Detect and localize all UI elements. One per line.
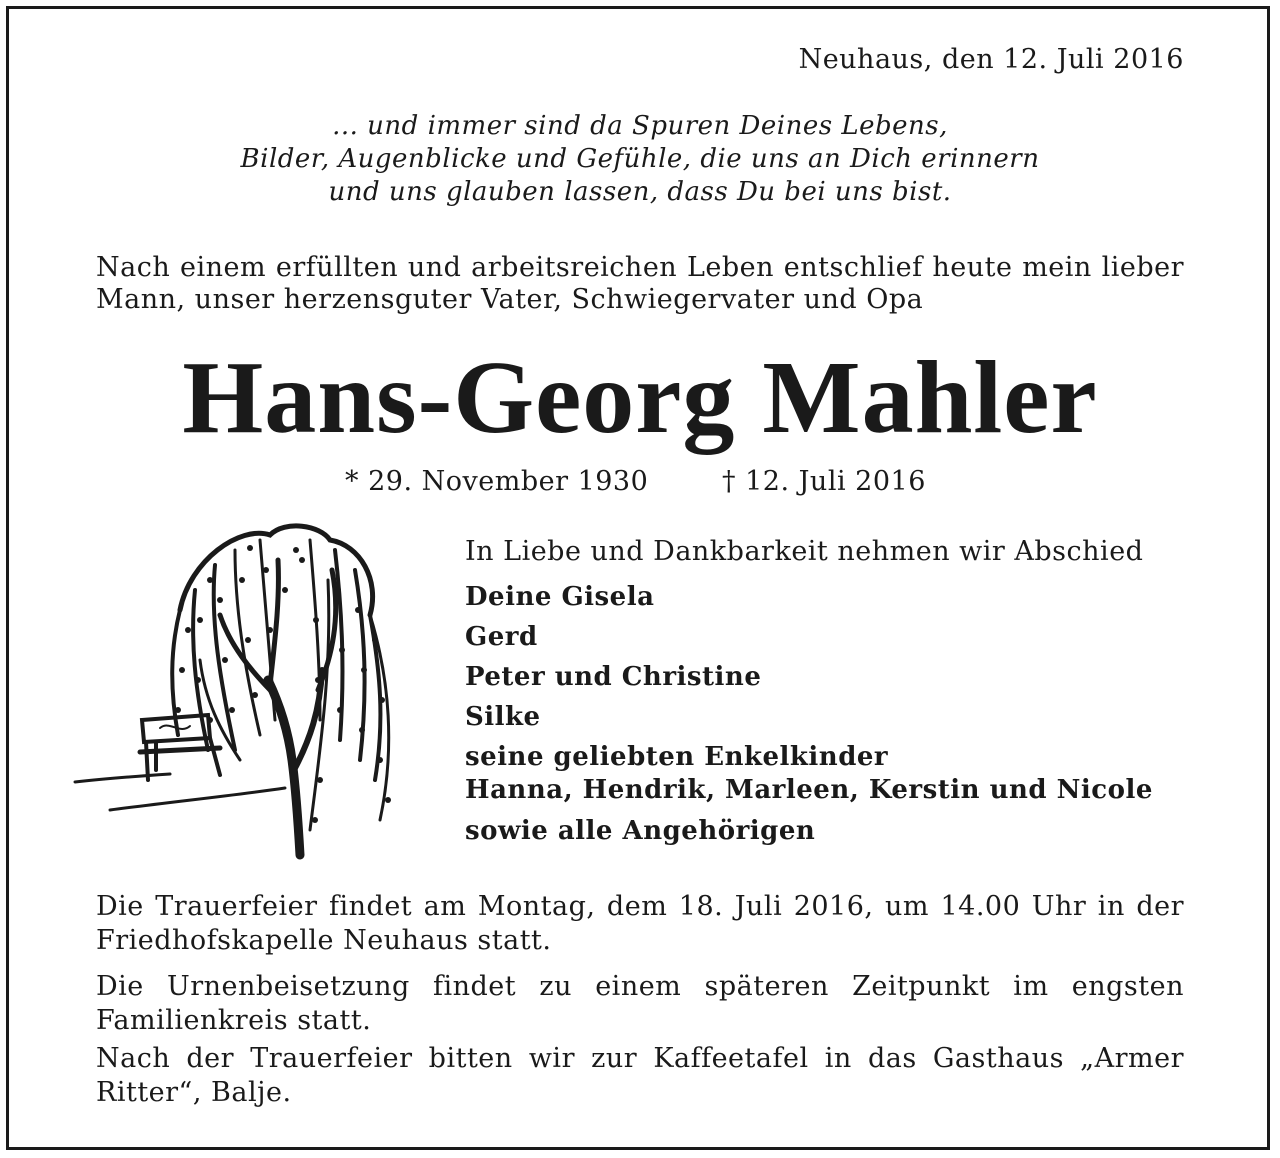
- mourner-name: Hanna, Hendrik, Marleen, Kerstin und Nicole: [465, 775, 1153, 805]
- memorial-quote: [0, 110, 1280, 209]
- birth-date: * 29. November 1930: [345, 466, 649, 497]
- funeral-notice: Die Trauerfeier findet am Montag, dem 18. Juli 2016, um 14.00 Uhr in der Friedhofskapelle Neuhaus statt.: [96, 891, 1184, 956]
- mourner-name: Silke: [465, 702, 541, 732]
- quote-line: ... und immer sind da Spuren Deines Lebens,: [332, 111, 948, 141]
- farewell-text: In Liebe und Dankbarkeit nehmen wir Abschied: [465, 536, 1144, 567]
- willow-tree-with-bench-icon: [70, 520, 405, 865]
- mourner-name: sowie alle Angehörigen: [465, 816, 816, 846]
- mourner-name: seine geliebten Enkelkinder: [465, 742, 889, 772]
- mourner-name: Deine Gisela: [465, 582, 655, 612]
- quote-line: und uns glauben lassen, dass Du bei uns bist.: [328, 177, 952, 207]
- coffee-notice: Nach der Trauerfeier bitten wir zur Kaffeetafel in das Gasthaus „Armer Ritter“, Balje.: [96, 1043, 1184, 1108]
- mourner-name: Gerd: [465, 622, 538, 652]
- place-date: Neuhaus, den 12. Juli 2016: [798, 44, 1184, 75]
- death-date: † 12. Juli 2016: [722, 466, 926, 497]
- urn-notice: Die Urnenbeisetzung findet zu einem späteren Zeitpunkt im engsten Familienkreis statt.: [96, 971, 1184, 1036]
- quote-line: Bilder, Augenblicke und Gefühle, die uns an Dich erinnern: [240, 144, 1040, 174]
- mourner-name: Peter und Christine: [465, 662, 762, 692]
- intro-text: Nach einem erfüllten und arbeitsreichen Leben entschlief heute mein lieber Mann, unser herzensguter Vater, Schwiegervater und Opa: [96, 252, 1184, 315]
- deceased-name: Hans-Georg Mahler: [182, 340, 1098, 455]
